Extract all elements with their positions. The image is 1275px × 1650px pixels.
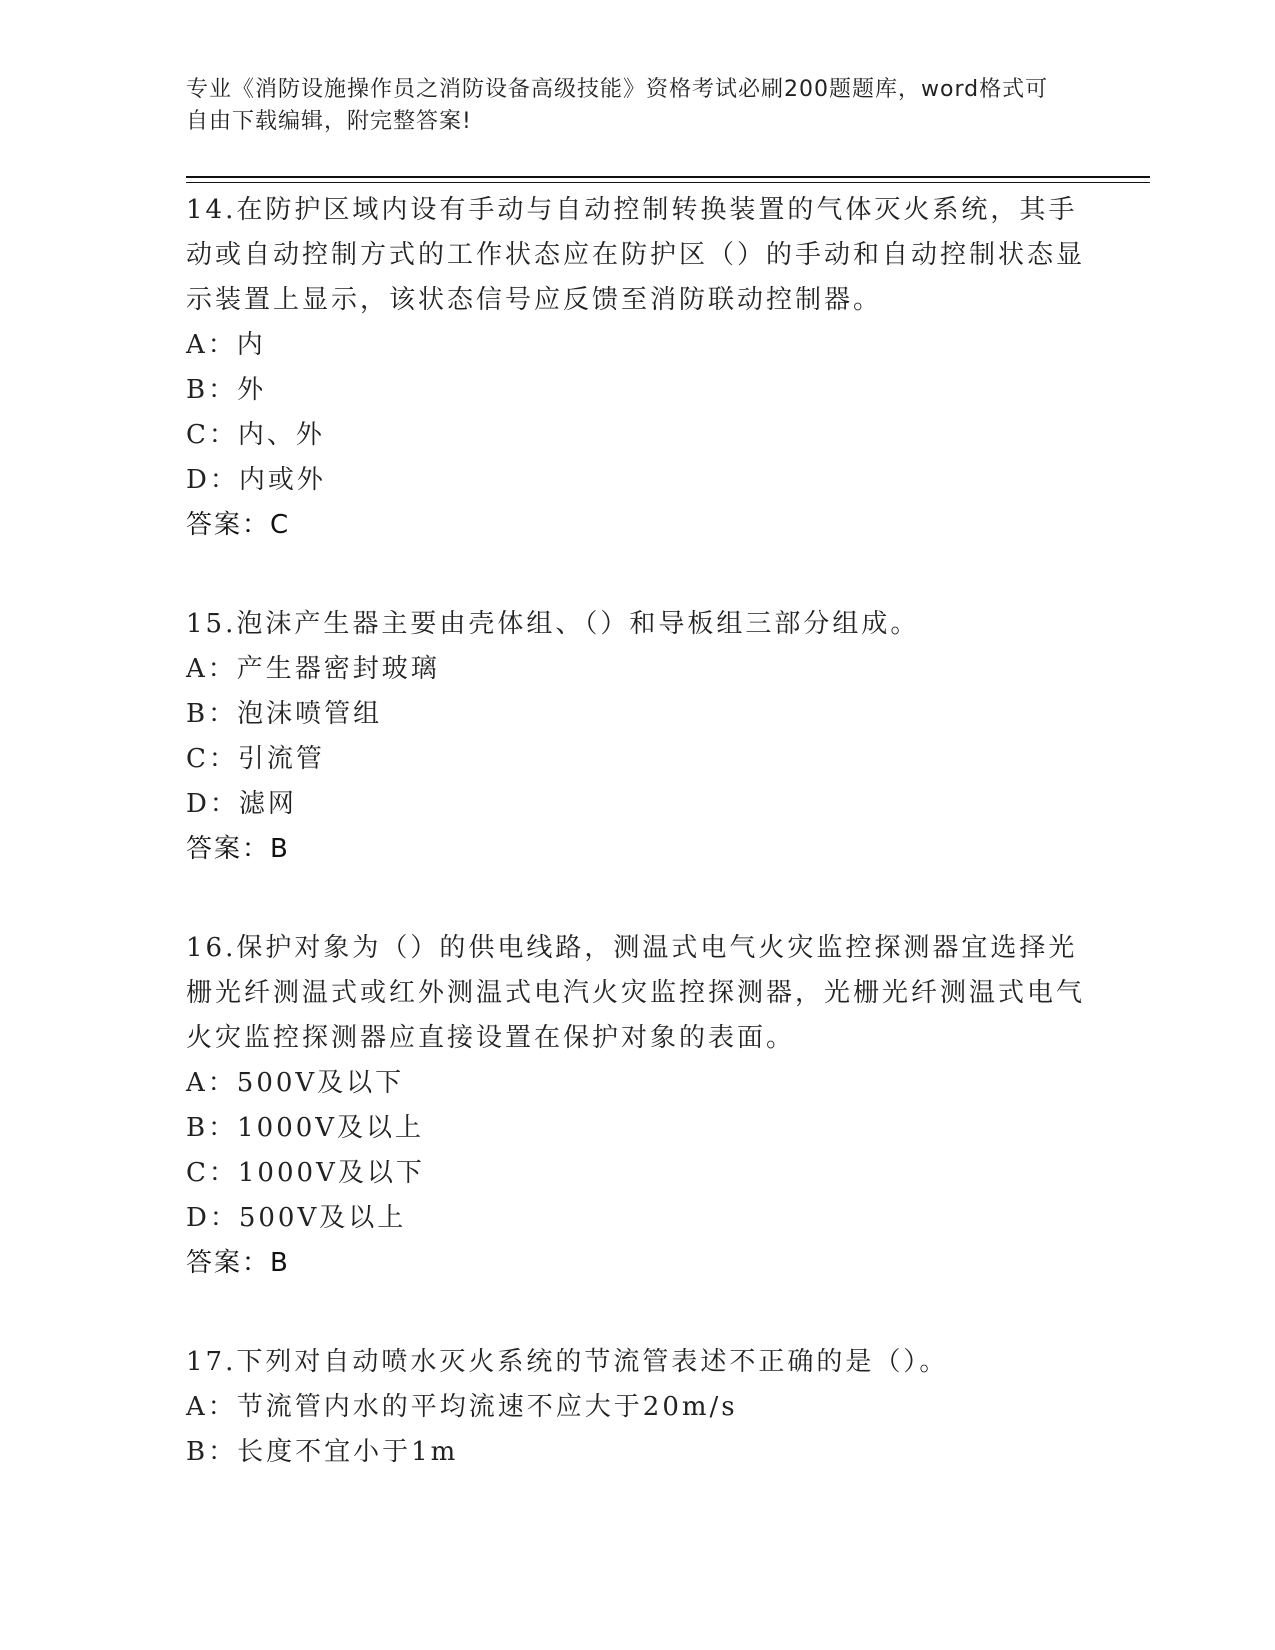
option-a: A：节流管内水的平均流速不应大于20m/s xyxy=(186,1392,738,1422)
question-text: 14.在防护区域内设有手动与自动控制转换装置的气体灭火系统，其手动或自动控制方式的工作状态应在防护区（）的手动和自动控制状态显示装置上显示，该状态信号应反馈至消防联动控制器。 xyxy=(186,195,1086,315)
document-header: 专业《消防设施操作员之消防设备高级技能》资格考试必刷200题题库，word格式可自由下载编辑，附完整答案! xyxy=(186,77,1049,134)
header-rule-thin xyxy=(186,182,1150,183)
option-b: B：外 xyxy=(186,375,267,405)
option-d: D：滤网 xyxy=(186,789,297,819)
option-c: C：引流管 xyxy=(186,744,325,774)
question-14 xyxy=(186,188,1086,548)
question-text: 16.保护对象为（）的供电线路，测温式电气火灾监控探测器宜选择光栅光纤测温式或红外测温式电汽火灾监控探测器，光栅光纤测温式电气火灾监控探测器应直接设置在保护对象的表面。 xyxy=(186,933,1086,1053)
option-a: A：500V及以下 xyxy=(186,1068,405,1098)
question-17 xyxy=(186,1340,1086,1475)
option-a: A：产生器密封玻璃 xyxy=(186,654,440,684)
option-b: B：长度不宜小于1m xyxy=(186,1437,459,1467)
option-b: B：1000V及以上 xyxy=(186,1113,425,1143)
answer-label: 答案：B xyxy=(186,1248,290,1278)
answer-label: 答案：C xyxy=(186,510,291,540)
question-15 xyxy=(186,602,1086,872)
option-b: B：泡沫喷管组 xyxy=(186,699,383,729)
question-list xyxy=(186,188,1086,1529)
option-c: C：1000V及以下 xyxy=(186,1158,425,1188)
question-text: 15.泡沫产生器主要由壳体组、（）和导板组三部分组成。 xyxy=(186,609,920,639)
option-a: A：内 xyxy=(186,330,266,360)
option-d: D：内或外 xyxy=(186,465,326,495)
question-16 xyxy=(186,926,1086,1286)
answer-label: 答案：B xyxy=(186,834,290,864)
header-rule-thick xyxy=(186,176,1150,178)
option-c: C：内、外 xyxy=(186,420,325,450)
question-text: 17.下列对自动喷水灭火系统的节流管表述不正确的是（）。 xyxy=(186,1347,949,1377)
option-d: D：500V及以上 xyxy=(186,1203,407,1233)
